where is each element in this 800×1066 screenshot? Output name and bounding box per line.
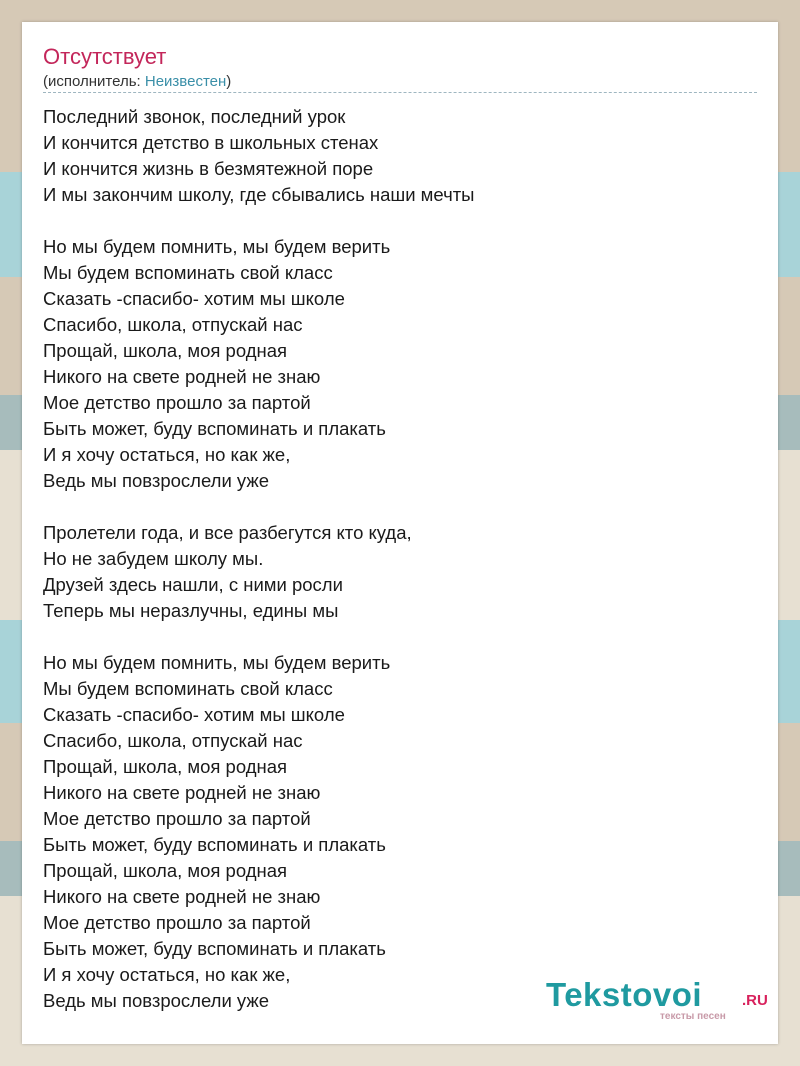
lyric-line: Мое детство прошло за партой [43,912,311,933]
divider [43,92,757,93]
lyric-line: Друзей здесь нашли, с ними росли [43,574,343,595]
lyric-line: И я хочу остаться, но как же, [43,964,291,985]
lyric-line: Последний звонок, последний урок [43,106,346,127]
artist-prefix: (исполнитель: [43,73,145,90]
lyric-line: Сказать -спасибо- хотим мы школе [43,288,345,309]
lyric-line: Никого на свете родней не знаю [43,886,321,907]
lyric-line: Спасибо, школа, отпускай нас [43,730,303,751]
lyric-line: И кончится детство в школьных стенах [43,132,379,153]
lyric-line: Ведь мы повзрослели уже [43,470,270,491]
lyric-line: Никого на свете родней не знаю [43,366,321,387]
lyric-line: Мы будем вспоминать свой класс [43,262,333,283]
lyric-line: Пролетели года, и все разбегутся кто куда, [43,522,412,543]
artist-link[interactable]: Неизвестен [144,73,227,90]
lyric-line: Но не забудем школу мы. [43,548,264,569]
logo-domain: .RU [742,992,768,1009]
stanza-break [43,624,474,650]
lyric-line: И мы закончим школу, где сбывались наши мечты [43,184,475,205]
lyric-line: Мы будем вспоминать свой класс [43,678,333,699]
lyric-line: Но мы будем помнить, мы будем верить [43,652,391,673]
lyric-line: Быть может, буду вспоминать и плакать [43,834,386,855]
artist-line [43,73,231,90]
lyric-line: И кончится жизнь в безмятежной поре [43,158,374,179]
stanza-break [43,208,474,234]
lyric-line: Прощай, школа, моя родная [43,340,288,361]
lyric-line: Спасибо, школа, отпускай нас [43,314,303,335]
logo-name: Tekstovoi [546,976,703,1013]
lyric-line: Быть может, буду вспоминать и плакать [43,938,386,959]
lyric-line: Теперь мы неразлучны, едины мы [43,600,339,621]
lyric-line: Ведь мы повзрослели уже [43,990,270,1011]
logo-tagline: тексты песен [660,1011,726,1022]
lyrics-card [22,22,778,1044]
lyric-line: И я хочу остаться, но как же, [43,444,291,465]
lyric-line: Сказать -спасибо- хотим мы школе [43,704,345,725]
lyric-line: Быть может, буду вспоминать и плакать [43,418,386,439]
lyric-line: Но мы будем помнить, мы будем верить [43,236,391,257]
lyric-line: Мое детство прошло за партой [43,392,311,413]
lyric-line: Никого на свете родней не знаю [43,782,321,803]
artist-suffix: ) [226,73,232,90]
lyric-line: Прощай, школа, моя родная [43,860,288,881]
site-logo[interactable] [546,976,776,1024]
lyric-line: Прощай, школа, моя родная [43,756,288,777]
song-title: Отсутствует [43,44,167,69]
lyrics-body [43,104,474,1014]
lyric-line: Мое детство прошло за партой [43,808,311,829]
stanza-break [43,494,474,520]
